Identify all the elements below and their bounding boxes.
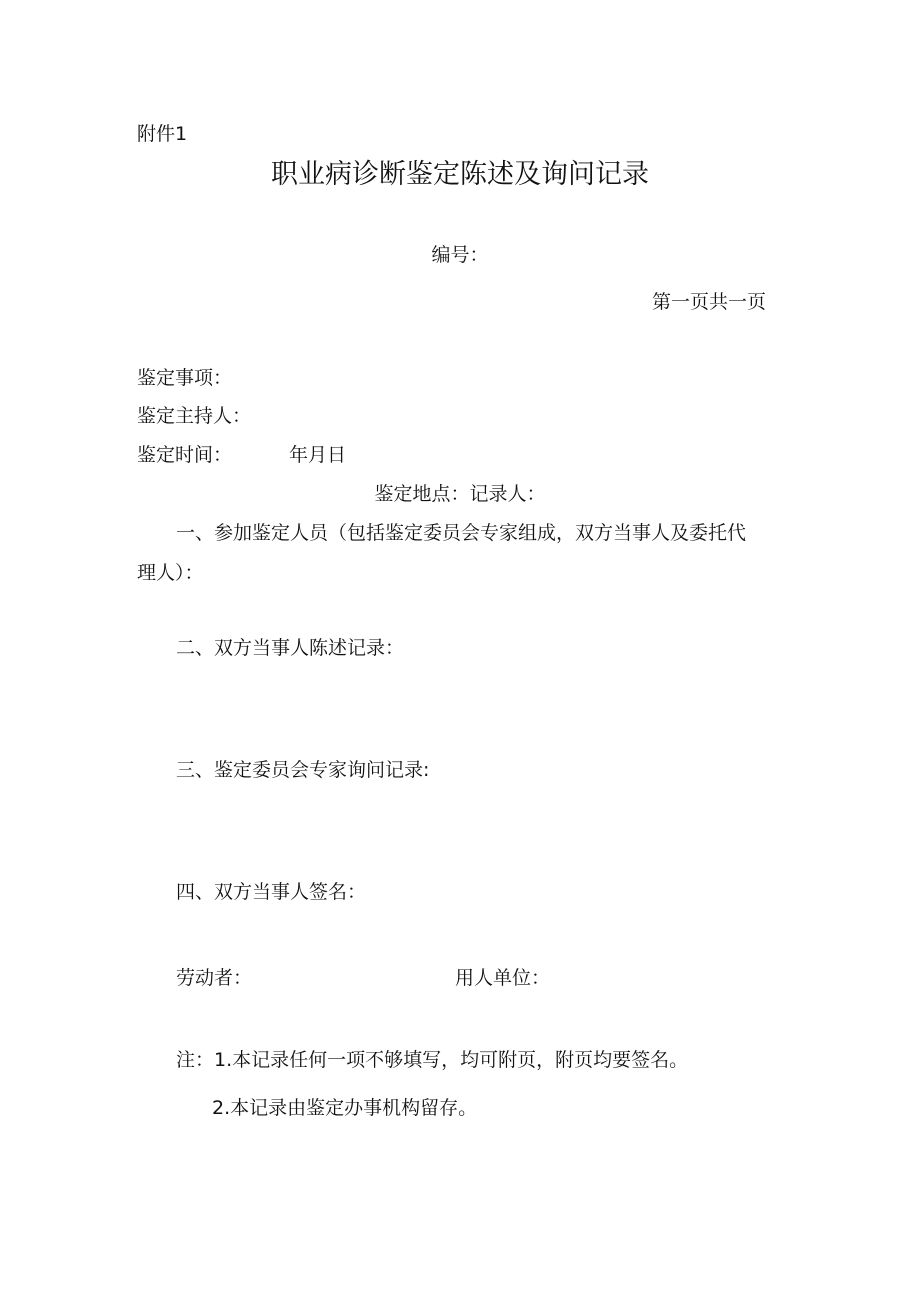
section-2-heading: 二、双方当事人陈述记录：	[176, 637, 405, 659]
note-1: 注：1.本记录任何一项不够填写，均可附页，附页均要签名。	[176, 1049, 689, 1071]
section-4-heading: 四、双方当事人签名：	[176, 881, 367, 903]
serial-number-label: 编号：	[431, 244, 489, 266]
document-title: 职业病诊断鉴定陈述及询问记录	[271, 159, 649, 190]
field-place-recorder: 鉴定地点：记录人：	[374, 483, 546, 505]
field-time-label: 鉴定时间：	[137, 444, 233, 466]
field-matter: 鉴定事项：	[137, 367, 233, 389]
section-1-line-2: 理人）：	[137, 562, 204, 584]
note-2: 2.本记录由鉴定办事机构留存。	[212, 1097, 478, 1119]
signature-worker-label: 劳动者：	[176, 967, 253, 989]
section-3-heading: 三、鉴定委员会专家询问记录:	[176, 759, 430, 781]
signature-employer-label: 用人单位：	[455, 967, 551, 989]
field-host: 鉴定主持人：	[137, 405, 252, 427]
attachment-label: 附件1	[137, 123, 188, 145]
field-time-value: 年月日	[289, 444, 347, 466]
section-1-line-1: 一、参加鉴定人员（包括鉴定委员会专家组成，双方当事人及委托代	[176, 522, 747, 544]
page-info: 第一页共一页	[652, 291, 767, 313]
